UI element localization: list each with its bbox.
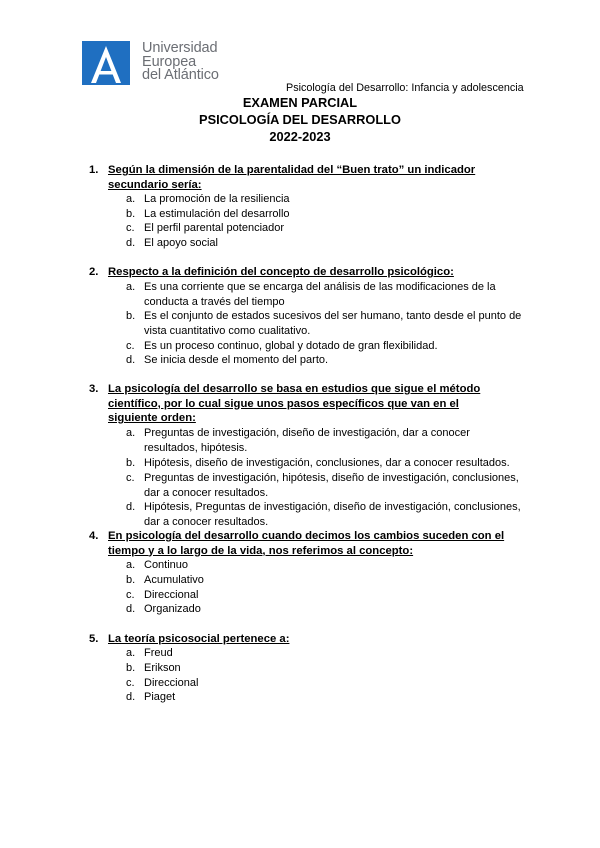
university-logo [82,41,282,85]
course-title: PSICOLOGÍA DEL DESARROLLO [199,112,401,127]
option-letter: c. [126,677,135,689]
option-text: Es un proceso continuo, global y dotado de gran flexibilidad. [144,340,438,352]
logo-line-2: Europea [142,53,197,70]
option-letter: d. [126,691,136,703]
option-letter: d. [126,237,136,249]
question-number: 4. [89,530,99,542]
option-text: Preguntas de investigación, diseño de investigación, dar a conocer resultados, hipótesis. [144,427,470,454]
academic-year: 2022-2023 [269,129,331,144]
logo-line-1: Universidad [142,40,218,56]
option-letter: a. [126,427,136,439]
option-text: La promoción de la resiliencia [144,193,290,205]
option-text: Erikson [144,662,181,674]
question-text: Respecto a la definición del concepto de desarrollo psicológico: [108,266,454,278]
option-letter: b. [126,208,136,220]
option-letter: b. [126,310,136,322]
option-letter: b. [126,662,136,674]
logo-line-3: del Atlántico [142,67,219,83]
option-text: Acumulativo [144,574,204,586]
subject-header: Psicología del Desarrollo: Infancia y adolescencia [286,82,524,94]
logo-a-icon [82,41,130,85]
option-letter: d. [126,501,136,513]
question-text: La teoría psicosocial pertenece a: [108,633,290,645]
option-text: Se inicia desde el momento del parto. [144,354,329,366]
option-text: Organizado [144,603,201,615]
question-number: 3. [89,383,99,395]
option-text: El perfil parental potenciador [144,222,285,234]
question-number: 2. [89,266,99,278]
option-letter: b. [126,574,136,586]
question-number: 5. [89,633,99,645]
option-text: Freud [144,647,173,659]
exam-title: EXAMEN PARCIAL [242,95,358,110]
question-text: Según la dimensión de la parentalidad del “Buen trato” un indicador secundario sería: [108,164,476,191]
option-letter: d. [126,603,136,615]
option-letter: a. [126,647,136,659]
option-text: Es una corriente que se encarga del análisis de las modificaciones de la conducta a través del tiempo [144,281,496,308]
option-text: Preguntas de investigación, hipótesis, diseño de investigación, conclusiones, dar a conocer resultados. [144,472,519,499]
option-text: Direccional [144,677,199,689]
question-text: En psicología del desarrollo cuando decimos los cambios suceden con el tiempo y a lo largo de la vida, nos referimos al concepto: [108,530,505,557]
question-text: La psicología del desarrollo se basa en estudios que sigue el método científico, por lo cual sigue unos pasos específicos que van en el siguiente orden: [108,383,481,424]
option-letter: d. [126,354,136,366]
question-number: 1. [89,164,99,176]
option-text: Direccional [144,589,199,601]
option-text: Continuo [144,559,189,571]
option-text: Hipótesis, diseño de investigación, conclusiones, dar a conocer resultados. [144,457,510,469]
option-letter: a. [126,193,136,205]
option-text: Es el conjunto de estados sucesivos del ser humano, tanto desde el punto de vista cuantitativo como cualitativo. [144,310,522,337]
option-letter: c. [126,589,135,601]
option-text: Hipótesis, Preguntas de investigación, diseño de investigación, conclusiones, dar a conocer resultados. [144,501,521,528]
option-letter: c. [126,222,135,234]
option-letter: c. [126,472,135,484]
option-letter: b. [126,457,136,469]
option-letter: a. [126,559,136,571]
option-letter: c. [126,340,135,352]
option-letter: a. [126,281,136,293]
option-text: Piaget [144,691,176,703]
option-text: El apoyo social [144,237,218,249]
option-text: La estimulación del desarrollo [144,208,290,220]
